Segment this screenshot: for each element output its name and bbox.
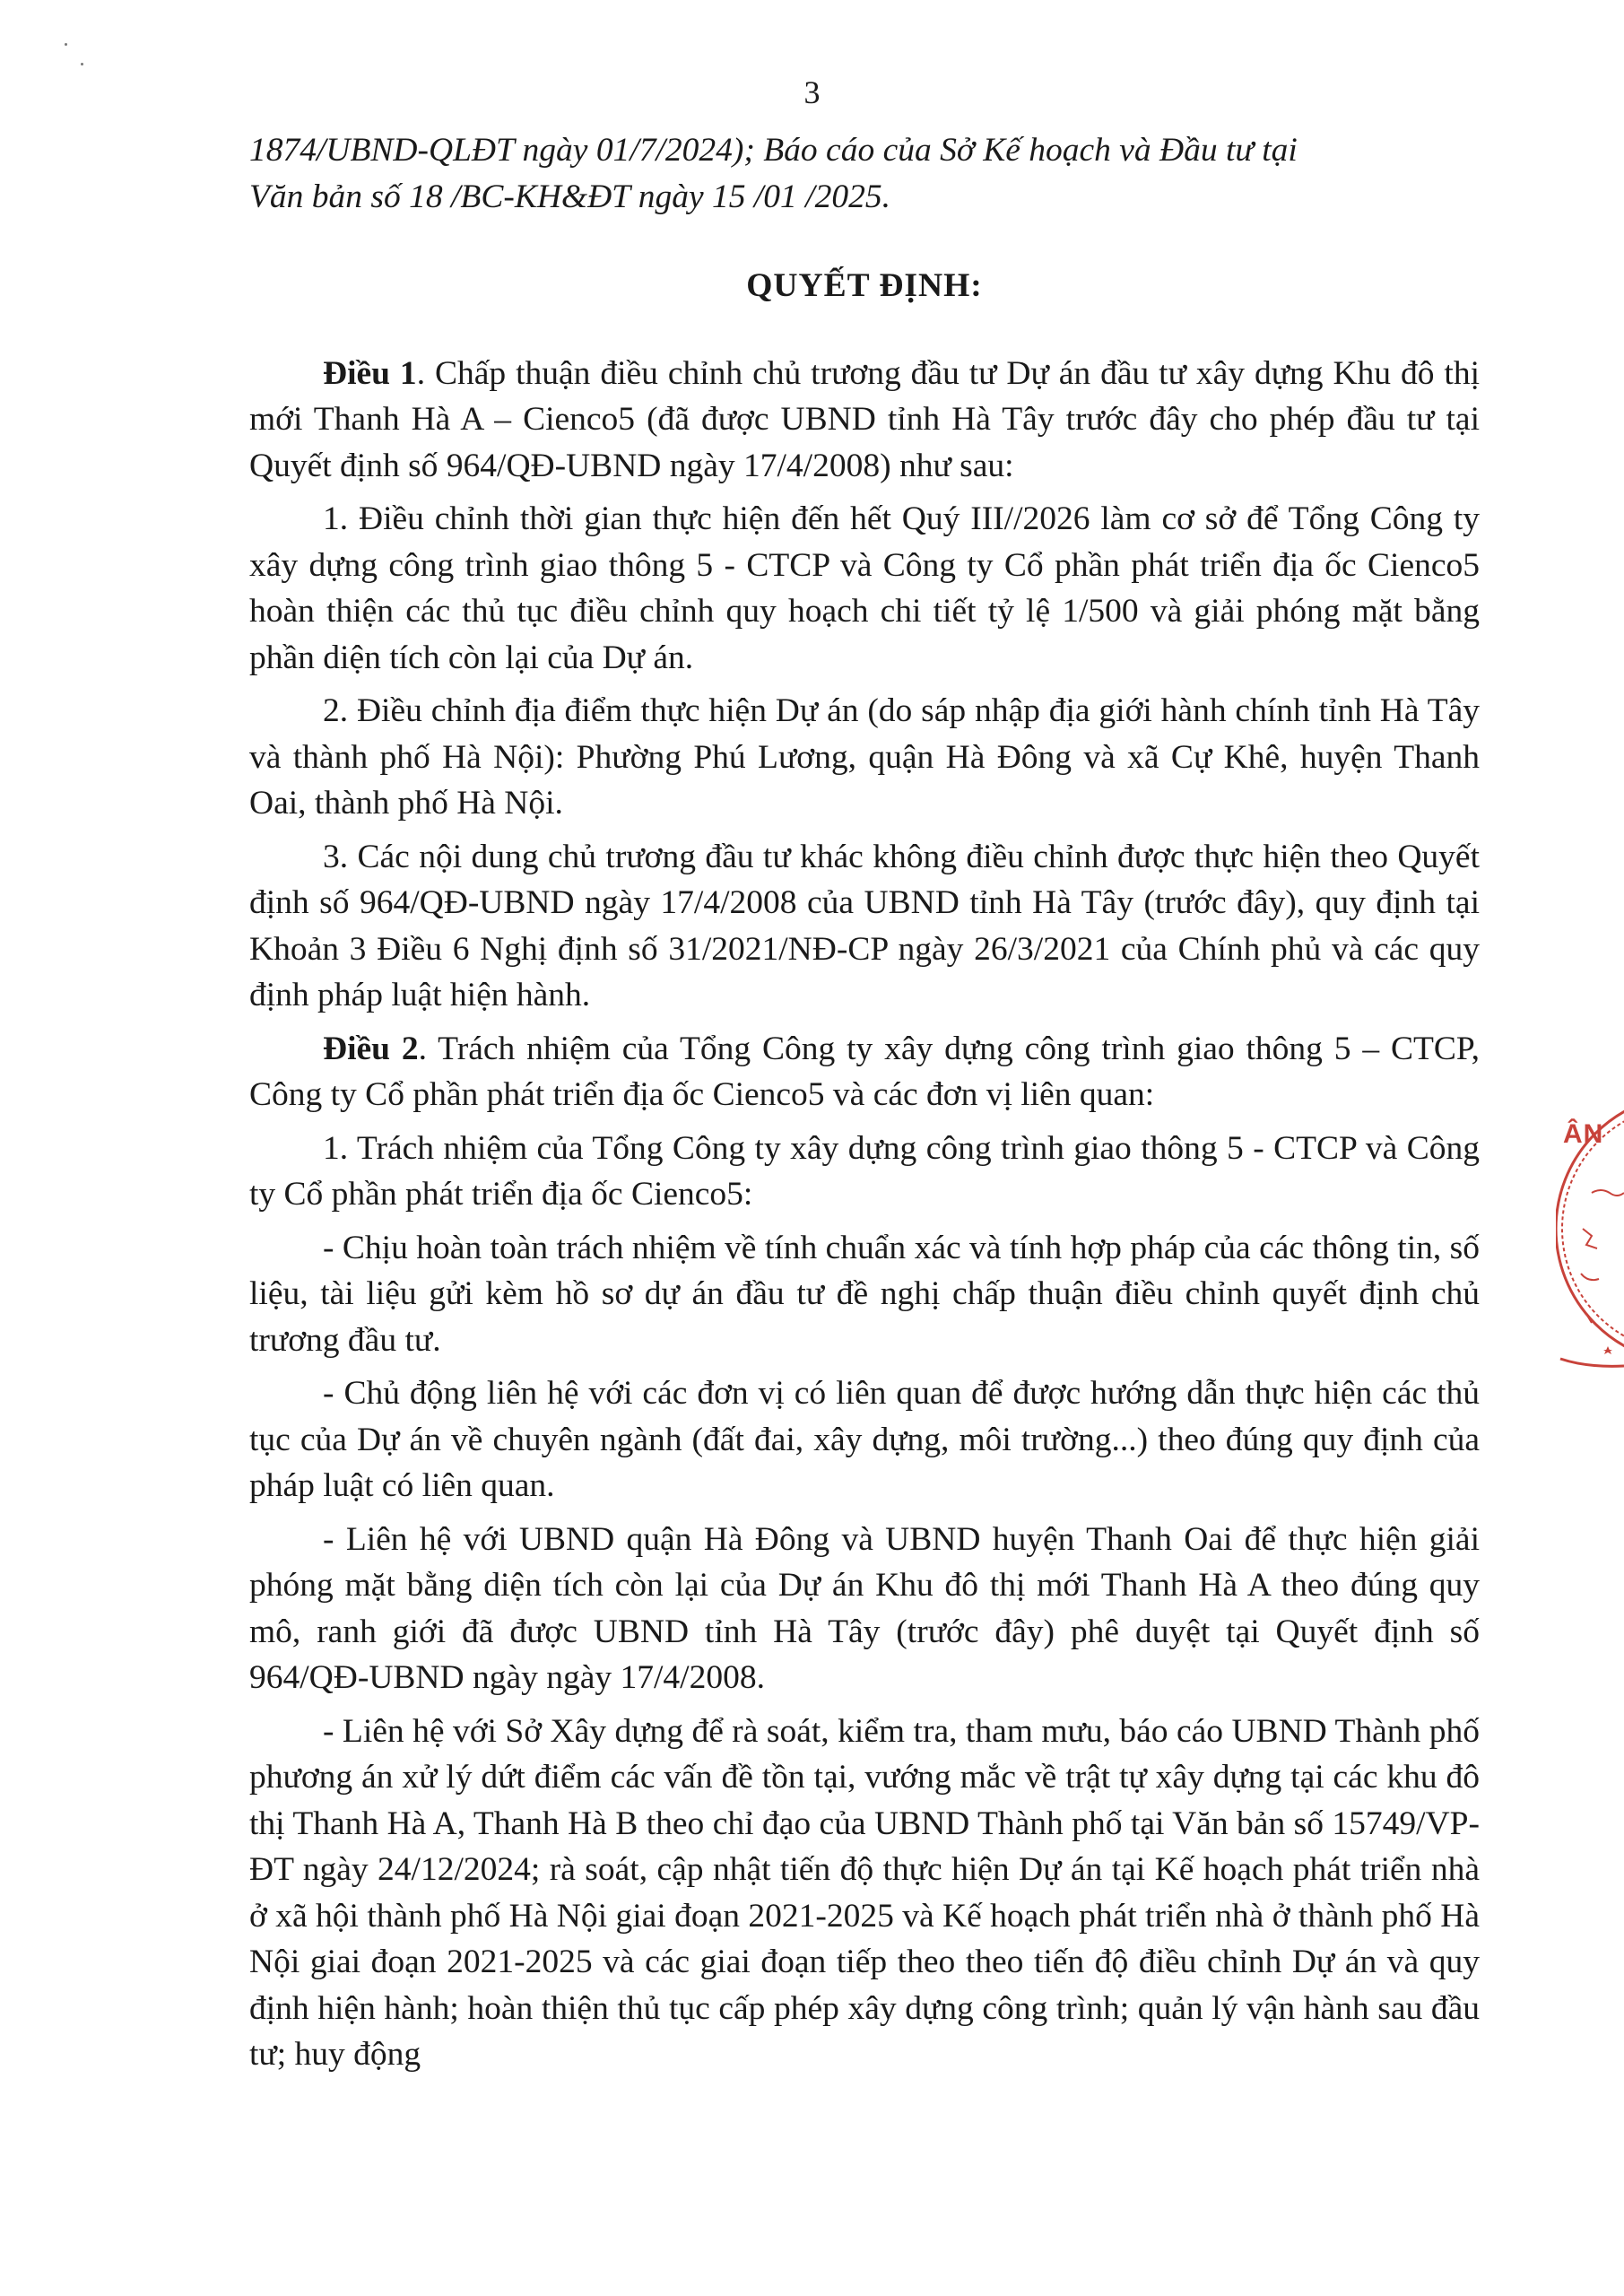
intro-line: 1874/UBND-QLĐT ngày 01/7/2024); Báo cáo của Sở Kế hoạch và Đầu tư tại <box>249 132 1298 169</box>
article-2-item: - Liên hệ với UBND quận Hà Đông và UBND huyện Thanh Oai để thực hiện giải phóng mặt bằng diện tích còn lại của Dự án Khu đô thị mới Thanh Hà A theo đúng quy mô, ranh giới đã được UBND tỉnh Hà Tây (trước đây) phê duyệt tại Quyết định số 964/QĐ-UBND ngày ngày 17/4/2008. <box>249 1520 1480 1696</box>
article-2 <box>249 1026 1480 1118</box>
article-1 <box>249 351 1480 490</box>
document-body <box>249 127 1480 2078</box>
article-2-text: . Trách nhiệm của Tổng Công ty xây dựng công trình giao thông 5 – CTCP, Công ty Cổ phần phát triển địa ốc Cienco5 và các đơn vị liên quan: <box>249 1030 1481 1113</box>
article-1-label: Điều 1 <box>323 354 417 392</box>
article-2-item: - Liên hệ với Sở Xây dựng để rà soát, kiểm tra, tham mưu, báo cáo UBND Thành phố phương án xử lý dứt điểm các vấn đề tồn tại, vướng mắc về trật tự xây dựng tại các khu đô thị Thanh Hà A, Thanh Hà B theo chỉ đạo của UBND Thành phố tại Văn bản số 15749/VP-ĐT ngày 24/12/2024; rà soát, cập nhật tiến độ thực hiện Dự án tại Kế hoạch phát triển nhà ở xã hội thành phố Hà Nội giai đoạn 2021-2025 và Kế hoạch phát triển nhà ở thành phố Hà Nội giai đoạn 2021-2025 và các giai đoạn tiếp theo theo tiến độ điều chỉnh Dự án và quy định hiện hành; hoàn thiện thủ tục cấp phép xây dựng công trình; quản lý vận hành sau đầu tư; huy động <box>249 1712 1480 2073</box>
scan-speck <box>81 63 83 65</box>
scan-speck <box>65 43 67 46</box>
article-2-label: Điều 2 <box>323 1030 419 1067</box>
article-1-item: 1. Điều chỉnh thời gian thực hiện đến hết Quý III//2026 làm cơ sở để Tổng Công ty xây dựng công trình giao thông 5 - CTCP và Công ty Cổ phần phát triển địa ốc Cienco5 hoàn thiện các thủ tục điều chỉnh quy hoạch chi tiết tỷ lệ 1/500 và giải phóng mặt bằng phần diện tích còn lại của Dự án. <box>249 500 1480 676</box>
article-1-item: 2. Điều chỉnh địa điểm thực hiện Dự án (do sáp nhập địa giới hành chính tỉnh Hà Tây và thành phố Hà Nội): Phường Phú Lương, quận Hà Đông và xã Cự Khê, huyện Thanh Oai, thành phố Hà Nội. <box>249 692 1480 822</box>
article-1-text: . Chấp thuận điều chỉnh chủ trương đầu tư Dự án đầu tư xây dựng Khu đô thị mới Thanh Hà A – Cienco5 (đã được UBND tỉnh Hà Tây trước đây cho phép đầu tư tại Quyết định số 964/QĐ-UBND ngày 17/4/2008) như sau: <box>249 354 1480 484</box>
article-2-item: 1. Trách nhiệm của Tổng Công ty xây dựng công trình giao thông 5 - CTCP và Công ty Cổ phần phát triển địa ốc Cienco5: <box>249 1129 1480 1213</box>
article-2-item: - Chịu hoàn toàn trách nhiệm về tính chuẩn xác và tính hợp pháp của các thông tin, số liệu, tài liệu gửi kèm hồ sơ dự án đầu tư đề nghị chấp thuận điều chỉnh quyết định chủ trương đầu tư. <box>249 1229 1480 1359</box>
intro-line: Văn bản số 18 /BC-KH&ĐT ngày 15 /01 /2025. <box>249 178 890 215</box>
article-1-item: 3. Các nội dung chủ trương đầu tư khác không điều chỉnh được thực hiện theo Quyết định số 964/QĐ-UBND ngày 17/4/2008 của UBND tỉnh Hà Tây (trước đây), quy định tại Khoản 3 Điều 6 Nghị định số 31/2021/NĐ-CP ngày 26/3/2021 của Chính phủ và các quy định pháp luật hiện hành. <box>249 838 1480 1013</box>
red-seal-stamp <box>1556 1085 1624 1381</box>
stamp-text: ÂN <box>1563 1119 1604 1149</box>
decision-heading: QUYẾT ĐỊNH: <box>746 267 983 304</box>
page-number: 3 <box>803 74 821 110</box>
article-2-item: - Chủ động liên hệ với các đơn vị có liên quan để được hướng dẫn thực hiện các thủ tục của Dự án về chuyên ngành (đất đai, xây dựng, môi trường...) theo đúng quy định của pháp luật có liên quan. <box>249 1375 1480 1504</box>
